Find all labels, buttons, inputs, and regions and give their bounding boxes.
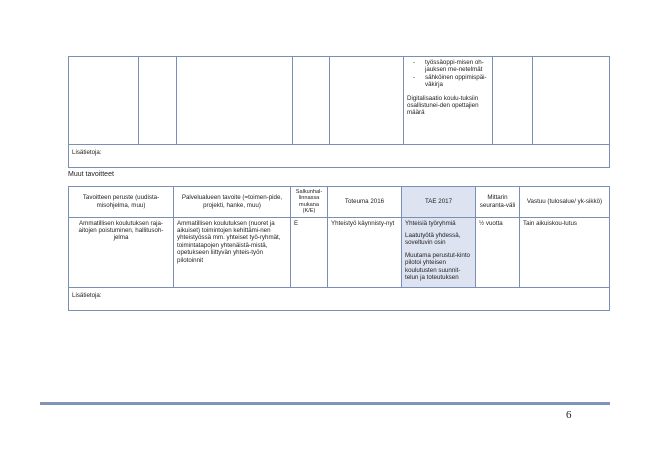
extra-info-row [69,145,610,168]
objectives-table-continued [68,56,610,168]
header-tavoite: Palvelualueen tavoite (=toimen-pide, projekti, hanke, muu) [174,187,291,218]
extra-info-label: Lisätietoja: [69,145,610,168]
extra-info-row [69,287,610,310]
table-cell [293,57,330,145]
table-row [69,57,610,145]
header-salkunhaltija: Salkunhal-linnassa mukana (K/E) [291,187,328,218]
tae-paragraph: Muutama perustut-kinto pilotoi yhteisen koulutusten suunnit-telun ja toteutuksen [405,251,470,282]
cell-peruste: Ammatillisen koulutuksen raja-aitojen poistuminen, hallitusoh-jelma [69,217,174,287]
list-item: - sähköinen oppimispäi-väkirja [407,74,489,89]
table-cell [493,57,533,145]
tae-paragraph: Laatutyötä yhdessä, soveltuvin osin [405,232,461,247]
other-objectives-table [68,186,610,311]
table-cell [69,57,139,145]
header-mittarin: Mittarin seuranta-väli [476,187,520,218]
table-row [69,217,610,287]
cell-vastuu: Tain aikuiskou-lutus [520,217,610,287]
footer-divider [40,402,610,405]
cell-mittarin: ½ vuotta [476,217,520,287]
header-vastuu: Vastuu (tulosalue/ yk-sikkö) [520,187,610,218]
indicator-cell [404,57,493,145]
header-toteuma: Toteuma 2016 [328,187,402,218]
table-cell [177,57,293,145]
page-number: 6 [566,409,572,421]
cell-tavoite: Ammatillisen koulutuksen (nuoret ja aikuiset) toimintojen kehittämi-nen yhteistyössä mm. yhteiset työ-ryhmät, toimintatapojen yhtenäistä-mistä, opetukseen liittyvän yhteis-työn pilotoinnit [174,217,291,287]
tae-paragraph: Yhteisiä työryhmiä [405,219,456,227]
list-item: - työssäoppi-misen oh-jauksen me-netelmät [407,59,489,74]
cell-toteuma: Yhteistyö käynnisty-nyt [328,217,402,287]
cell-salkunhaltija: E [291,217,328,287]
cell-tae [402,217,476,287]
header-tae: TAE 2017 [402,187,476,218]
indicator-list [407,59,489,89]
indicator-note: Digitalisaatio koulu-tuksiin osallistunei-den opettajien määrä [407,94,479,117]
section-title: Muut tavoitteet [68,171,114,178]
table-header-row [69,187,610,218]
header-peruste: Tavoitteen peruste (uudista-misohjelma, muu) [69,187,174,218]
extra-info-label: Lisätietoja: [69,287,610,310]
table-cell [533,57,610,145]
table-cell [139,57,177,145]
table-cell [330,57,404,145]
